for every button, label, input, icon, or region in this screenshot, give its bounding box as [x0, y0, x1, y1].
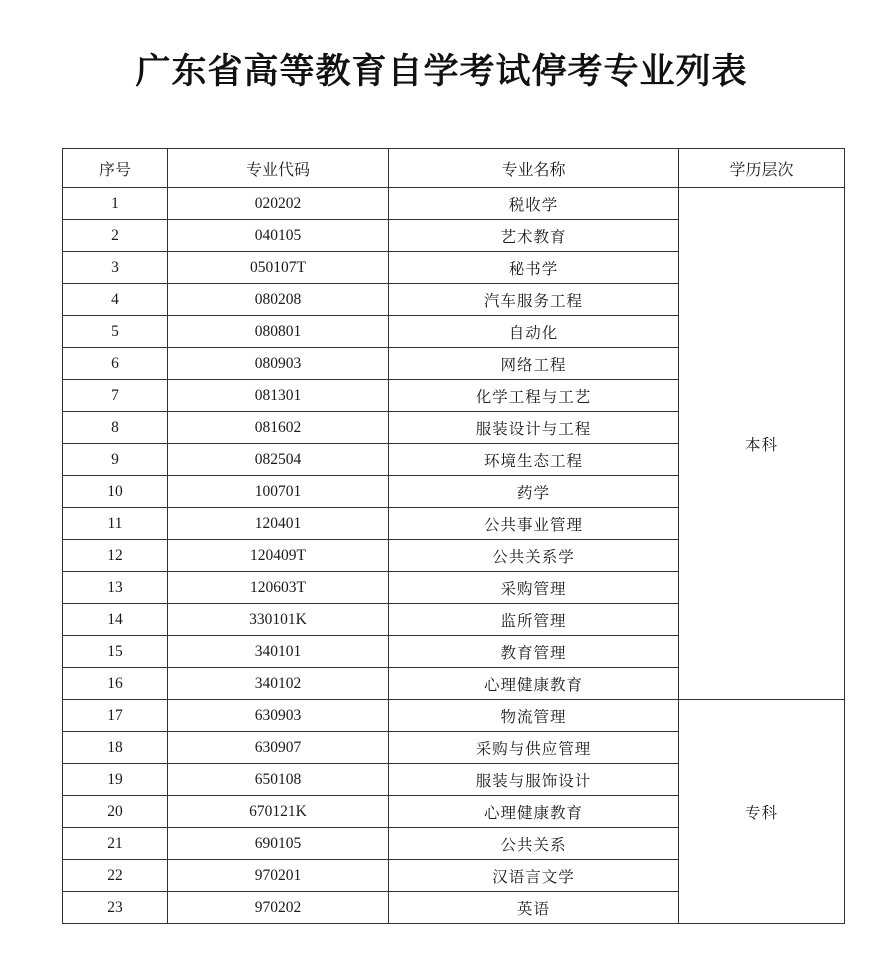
major-code: 630903 — [168, 700, 389, 732]
major-name: 教育管理 — [389, 636, 679, 668]
major-name: 环境生态工程 — [389, 444, 679, 476]
row-index: 12 — [63, 540, 168, 572]
major-name: 药学 — [389, 476, 679, 508]
major-code: 081301 — [168, 380, 389, 412]
major-name: 自动化 — [389, 316, 679, 348]
page-title: 广东省高等教育自学考试停考专业列表 — [135, 51, 748, 92]
row-index: 6 — [63, 348, 168, 380]
major-code: 630907 — [168, 732, 389, 764]
major-name: 公共事业管理 — [389, 508, 679, 540]
major-code: 040105 — [168, 220, 389, 252]
row-index: 4 — [63, 284, 168, 316]
major-name: 服装与服饰设计 — [389, 764, 679, 796]
major-code: 080903 — [168, 348, 389, 380]
major-code: 330101K — [168, 604, 389, 636]
major-code: 080208 — [168, 284, 389, 316]
major-code: 120603T — [168, 572, 389, 604]
major-name: 秘书学 — [389, 252, 679, 284]
row-index: 7 — [63, 380, 168, 412]
major-name: 心理健康教育 — [389, 796, 679, 828]
major-code: 050107T — [168, 252, 389, 284]
row-index: 19 — [63, 764, 168, 796]
major-name: 心理健康教育 — [389, 668, 679, 700]
table-header-row — [63, 149, 845, 188]
major-name: 汉语言文学 — [389, 860, 679, 892]
major-name: 服装设计与工程 — [389, 412, 679, 444]
major-name: 采购管理 — [389, 572, 679, 604]
row-index: 21 — [63, 828, 168, 860]
major-name: 网络工程 — [389, 348, 679, 380]
header-level: 学历层次 — [679, 149, 845, 188]
row-index: 8 — [63, 412, 168, 444]
major-code: 970202 — [168, 892, 389, 924]
row-index: 20 — [63, 796, 168, 828]
row-index: 18 — [63, 732, 168, 764]
major-name: 化学工程与工艺 — [389, 380, 679, 412]
major-name: 公共关系学 — [389, 540, 679, 572]
major-code: 100701 — [168, 476, 389, 508]
row-index: 3 — [63, 252, 168, 284]
major-code: 080801 — [168, 316, 389, 348]
major-code: 650108 — [168, 764, 389, 796]
row-index: 16 — [63, 668, 168, 700]
row-index: 1 — [63, 188, 168, 220]
major-name: 公共关系 — [389, 828, 679, 860]
major-name: 物流管理 — [389, 700, 679, 732]
row-index: 10 — [63, 476, 168, 508]
majors-table — [62, 148, 845, 924]
major-code: 690105 — [168, 828, 389, 860]
row-index: 23 — [63, 892, 168, 924]
major-name: 监所管理 — [389, 604, 679, 636]
row-index: 14 — [63, 604, 168, 636]
major-code: 020202 — [168, 188, 389, 220]
major-code: 340102 — [168, 668, 389, 700]
major-name: 税收学 — [389, 188, 679, 220]
major-code: 670121K — [168, 796, 389, 828]
major-code: 120401 — [168, 508, 389, 540]
row-index: 2 — [63, 220, 168, 252]
row-index: 9 — [63, 444, 168, 476]
level-undergrad: 本科 — [679, 188, 845, 700]
row-index: 17 — [63, 700, 168, 732]
major-code: 081602 — [168, 412, 389, 444]
major-name: 英语 — [389, 892, 679, 924]
level-junior: 专科 — [679, 700, 845, 924]
header-index: 序号 — [63, 149, 168, 188]
row-index: 5 — [63, 316, 168, 348]
major-name: 艺术教育 — [389, 220, 679, 252]
major-code: 120409T — [168, 540, 389, 572]
table-row — [63, 700, 845, 732]
major-code: 340101 — [168, 636, 389, 668]
row-index: 11 — [63, 508, 168, 540]
table-row — [63, 188, 845, 220]
row-index: 13 — [63, 572, 168, 604]
row-index: 15 — [63, 636, 168, 668]
row-index: 22 — [63, 860, 168, 892]
major-name: 汽车服务工程 — [389, 284, 679, 316]
major-code: 970201 — [168, 860, 389, 892]
major-name: 采购与供应管理 — [389, 732, 679, 764]
header-code: 专业代码 — [168, 149, 389, 188]
header-name: 专业名称 — [389, 149, 679, 188]
major-code: 082504 — [168, 444, 389, 476]
